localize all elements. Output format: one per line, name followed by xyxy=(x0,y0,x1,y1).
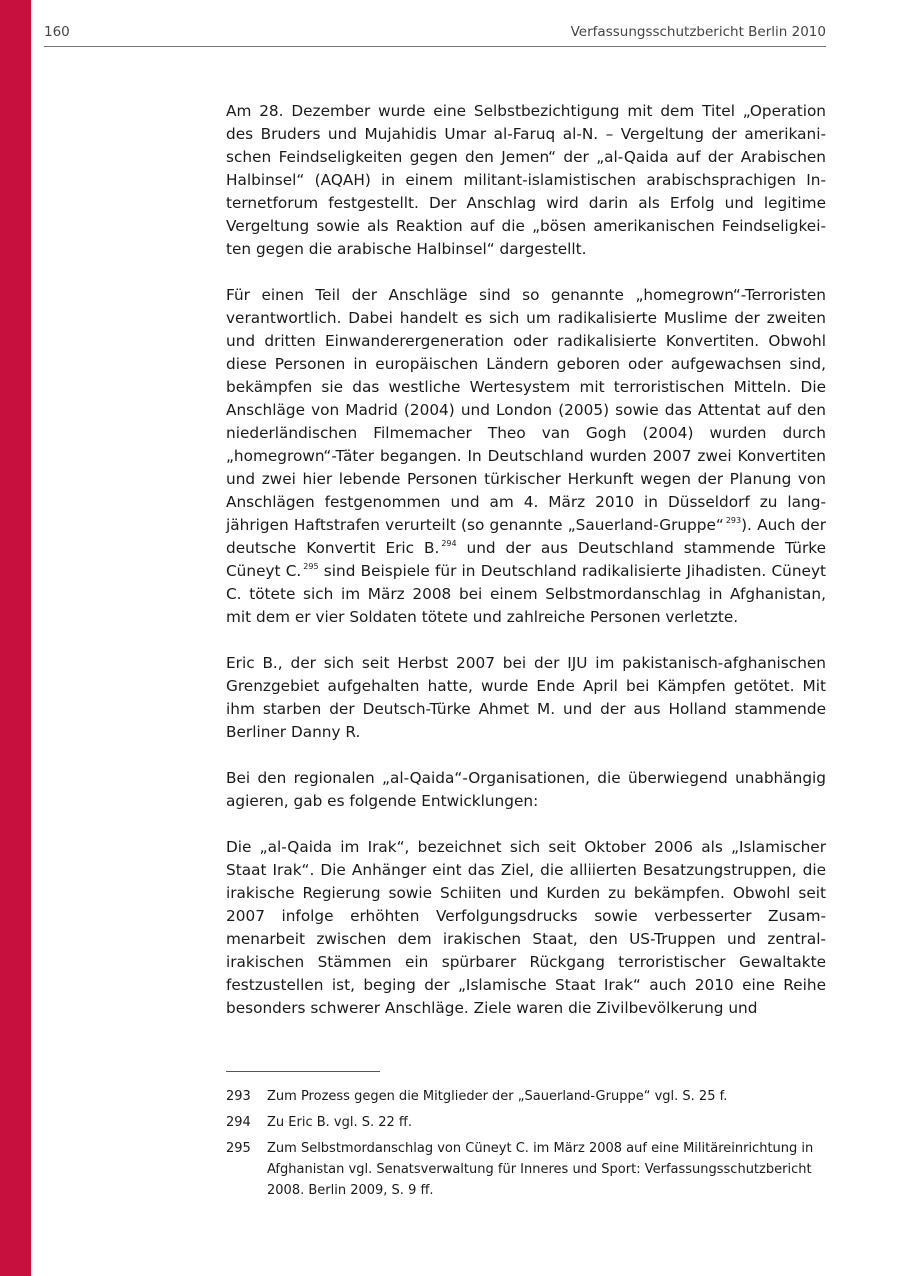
paragraph-1: Am 28. Dezember wurde eine Selbstbezichtigung mit dem Titel „Operation des Bruders und Mujahidis Umar al-Faruq al-N. – Vergeltung der amerikanischen Feindseligkeiten gegen den Jemen“ der „al-Qaida auf der Arabischen Halbinsel“ (AQAH) in einem militant-islamistischen arabischsprachigen Internetforum festgestellt. Der Anschlag wird darin als Erfolg und legitime Vergeltung sowie als Reaktion auf die „bösen amerikanischen Feindseligkeiten gegen die arabische Halbinsel“ dargestellt. xyxy=(226,102,826,258)
paragraph-2-text-1: Für einen Teil der Anschläge sind so genannte „homegrown“-Terroristen verantwortlich. Dabei handelt es sich um radikalisierte Muslime der zweiten und dritten Einwanderergeneration oder radikalisierte Konvertiten. Obwohl diese Personen in europäischen Ländern geboren oder aufgewachsen sind, bekämpfen sie das westliche Wertesystem mit terroristischen Mitteln. Die Anschläge von Madrid (2004) und London (2005) sowie das Attentat auf den niederländischen Filmemacher Theo van Gogh (2004) wurden durch „homegrown“-Täter begangen. In Deutschland wurden 2007 zwei Konvertiten und zwei hier lebende Personen türkischer Herkunft wegen der Planung von Anschlägen festgenommen und am 4. März 2010 in Düsseldorf zu langjährigen Haftstrafen verurteilt (so genannte „Sauerland-Gruppe“ xyxy=(226,286,826,534)
footnote-293 xyxy=(226,1086,826,1107)
footnote-ref-294: 294 xyxy=(441,539,457,548)
footnote-text: Zu Eric B. vgl. S. 22 ff. xyxy=(267,1115,413,1130)
paragraph-3: Eric B., der sich seit Herbst 2007 bei der IJU im pakistanisch-afghanischen Grenzgebiet aufgehalten hatte, wurde Ende April bei Kämpfen getötet. Mit ihm starben der Deutsch-Türke Ahmet M. und der aus Holland stammende Berliner Danny R. xyxy=(226,654,826,741)
footnote-294 xyxy=(226,1112,826,1133)
accent-side-bar xyxy=(0,0,31,1276)
footnote-295 xyxy=(226,1138,826,1201)
footnote-number: 294 xyxy=(226,1115,251,1130)
running-title: Verfassungsschutzbericht Berlin 2010 xyxy=(570,24,826,40)
paragraph-2 xyxy=(226,284,826,629)
footnote-text: Zum Prozess gegen die Mitglieder der „Sauerland-Gruppe“ vgl. S. 25 f. xyxy=(267,1089,728,1104)
footnote-text: Zum Selbstmordanschlag von Cüneyt C. im März 2008 auf eine Militäreinrichtung in Afghanistan vgl. Senatsverwaltung für Inneres und Sport: Verfassungsschutzbericht 2008. Berlin 2009, S. 9 ff. xyxy=(267,1141,814,1198)
paragraph-2-text-3: und der aus Deutschland stammende Türke Cüneyt C. xyxy=(226,539,826,580)
page-header xyxy=(44,24,826,47)
footnote-separator xyxy=(226,1071,380,1072)
footnote-ref-295: 295 xyxy=(303,562,319,571)
page-number: 160 xyxy=(44,24,70,40)
main-text xyxy=(226,100,826,1043)
paragraph-2-text-2: ). Auch der deutsche Konvertit Eric B. xyxy=(226,516,826,557)
footnote-ref-293: 293 xyxy=(725,516,742,525)
paragraph-5: Die „al-Qaida im Irak“, bezeichnet sich seit Oktober 2006 als „Islamischer Staat Irak“. Die Anhänger eint das Ziel, die alliierten Besatzungstruppen, die irakische Regierung sowie Schiiten und Kurden zu bekämpfen. Obwohl seit 2007 infolge erhöhten Verfolgungsdrucks sowie verbesserter Zusammenarbeit zwischen dem irakischen Staat, den US-Truppen und zentralirakischen Stämmen ein spürbarer Rückgang terroristischer Gewaltakte festzustellen ist, beging der „Islamische Staat Irak“ auch 2010 eine Reihe besonders schwerer Anschläge. Ziele waren die Zivilbevölkerung und xyxy=(226,838,826,1017)
footnote-number: 295 xyxy=(226,1141,251,1156)
footnotes xyxy=(226,1086,826,1206)
footnote-number: 293 xyxy=(226,1089,251,1104)
paragraph-4: Bei den regionalen „al-Qaida“-Organisationen, die überwiegend unabhängig agieren, gab es folgende Entwicklungen: xyxy=(226,769,826,810)
paragraph-2-text-4: sind Beispiele für in Deutschland radikalisierte Jihadisten. Cüneyt C. tötete sich im März 2008 bei einem Selbstmordanschlag in Afghanistan, mit dem er vier Soldaten tötete und zahlreiche Personen verletzte. xyxy=(226,562,826,626)
